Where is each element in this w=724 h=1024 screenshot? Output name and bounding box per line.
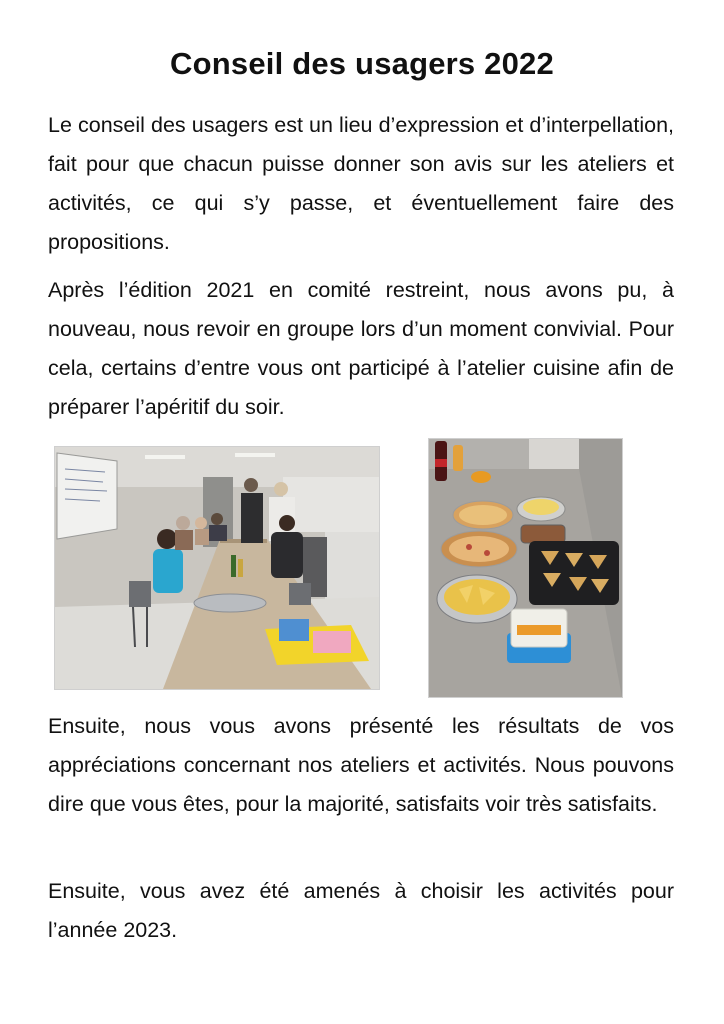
event-paragraph: Après l’édition 2021 en comité restreint, nous avons pu, à nouveau, nous revoir en groupe lors d’un moment convivial. Pour cela, certains d’entre vous ont participé à l’atelier cuisine afin de préparer l’apéritif du soir. bbox=[48, 278, 674, 419]
intro-paragraph: Le conseil des usagers est un lieu d’expression et d’interpellation, fait pour que chacun puisse donner son avis sur les ateliers et activités, ce qui s’y passe, et éventuellement faire des propositions. bbox=[48, 113, 674, 254]
kitchen-group-photo bbox=[54, 446, 380, 690]
page-title: Conseil des usagers 2022 bbox=[170, 46, 554, 81]
results-paragraph: Ensuite, nous vous avons présenté les résultats de vos appréciations concernant nos ateliers et activités. Nous pouvons dire que vous êtes, pour la majorité, satisfaits voir très satisfaits. bbox=[48, 714, 674, 816]
appetizers-photo bbox=[428, 438, 623, 698]
activities-paragraph: Ensuite, vous avez été amenés à choisir les activités pour l’année 2023. bbox=[48, 879, 674, 942]
